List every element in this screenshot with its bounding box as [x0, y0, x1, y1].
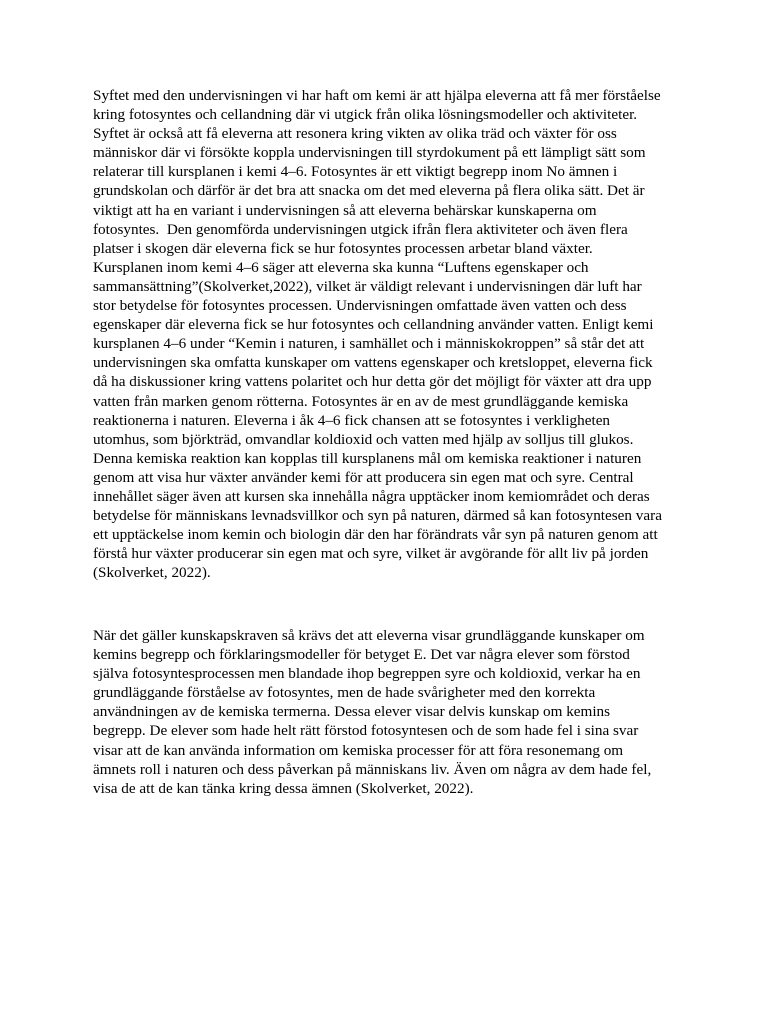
- text-line: visa de att de kan tänka kring dessa ämnen (Skolverket, 2022).: [93, 779, 474, 797]
- text-line: grundskolan och därför är det bra att snacka om det med eleverna på flera olika sätt. Det är: [93, 182, 645, 200]
- paragraph-purpose: [93, 86, 693, 582]
- text-line: egenskaper där eleverna fick se hur fotosyntes och cellandning använder vatten. Enligt kemi: [93, 316, 654, 334]
- text-line: Syftet är också att få eleverna att resonera kring vikten av olika träd och växter för oss: [93, 125, 617, 143]
- text-line: själva fotosyntesprocessen men blandade ihop begreppen syre och koldioxid, verkar ha en: [93, 665, 641, 683]
- text-line: begrepp. De elever som hade helt rätt förstod fotosyntesen och de som hade fel i sina svar: [93, 722, 639, 740]
- text-line: ett upptäckelse inom kemin och biologin där den har förändrats vår syn på naturen genom att: [93, 526, 658, 544]
- text-line: kursplanen 4–6 under “Kemin i naturen, i samhället och i människokroppen” så står det att: [93, 335, 645, 353]
- paragraph-knowledge-requirements: [93, 626, 693, 798]
- text-line: platser i skogen där eleverna fick se hur fotosyntes processen arbetar bland växter.: [93, 239, 593, 257]
- text-line: fotosyntes. Den genomförda undervisningen utgick ifrån flera aktiviteter och även flera: [93, 220, 628, 238]
- text-line: Denna kemiska reaktion kan kopplas till kursplanens mål om kemiska reaktioner i naturen: [93, 449, 642, 467]
- text-line: ämnets roll i naturen och dess påverkan på människans liv. Även om några av dem hade fel,: [93, 760, 652, 778]
- text-line: relaterar till kursplanen i kemi 4–6. Fotosyntes är ett viktigt begrepp inom No ämnen i: [93, 163, 618, 181]
- text-line: kring fotosyntes och cellandning där vi utgick från olika lösningsmodeller och aktiviteter.: [93, 106, 638, 124]
- text-line: undervisningen ska omfatta kunskaper om vattens egenskaper och kretsloppet, eleverna fick: [93, 354, 653, 372]
- text-line: Syftet med den undervisningen vi har haft om kemi är att hjälpa eleverna att få mer förståelse: [93, 87, 661, 104]
- text-line: vatten från marken genom rötterna. Fotosyntes är en av de mest grundläggande kemiska: [93, 392, 629, 410]
- text-line: kemins begrepp och förklaringsmodeller för betyget E. Det var några elever som förstod: [93, 646, 630, 664]
- text-line: stor betydelse för fotosyntes processen. Undervisningen omfattade även vatten och dess: [93, 297, 627, 315]
- text-line: visar att de kan använda information om kemiska processer för att föra resonemang om: [93, 741, 624, 759]
- text-line: (Skolverket, 2022).: [93, 564, 211, 582]
- text-line: reaktionerna i naturen. Eleverna i åk 4–6 fick chansen att se fotosyntes i verkligheten: [93, 411, 611, 429]
- text-line: användningen av de kemiska termerna. Dessa elever visar delvis kunskap om kemins: [93, 703, 611, 721]
- text-line: När det gäller kunskapskraven så krävs det att eleverna visar grundläggande kunskaper om: [93, 627, 645, 644]
- text-line: då ha diskussioner kring vattens polaritet och hur detta gör det möjligt för växter att dra upp: [93, 373, 652, 391]
- text-line: förstå hur växter producerar sin egen mat och syre, vilket är avgörande för allt liv på jorden: [93, 545, 649, 563]
- text-line: utomhus, som björkträd, omvandlar koldioxid och vatten med hjälp av solljus till glukos.: [93, 430, 634, 448]
- text-line: sammansättning”(Skolverket,2022), vilket är väldigt relevant i undervisningen där luft har: [93, 277, 642, 295]
- text-line: viktigt att ha en variant i undervisningen så att eleverna behärskar kunskaperna om: [93, 201, 597, 219]
- text-line: grundläggande förståelse av fotosyntes, men de hade svårigheter med den korrekta: [93, 684, 596, 702]
- text-line: genom att visa hur växter använder kemi för att producera sin egen mat och syre. Central: [93, 468, 634, 486]
- text-line: innehållet säger även att kursen ska innehålla några upptäcker inom kemiområdet och deras: [93, 487, 650, 505]
- text-line: människor där vi försökte koppla undervisningen till styrdokument på ett lämpligt sätt som: [93, 144, 646, 162]
- text-line: Kursplanen inom kemi 4–6 säger att eleverna ska kunna “Luftens egenskaper och: [93, 258, 589, 276]
- text-line: betydelse för människans levnadsvillkor och syn på naturen, därmed så kan fotosyntesen vara: [93, 507, 662, 525]
